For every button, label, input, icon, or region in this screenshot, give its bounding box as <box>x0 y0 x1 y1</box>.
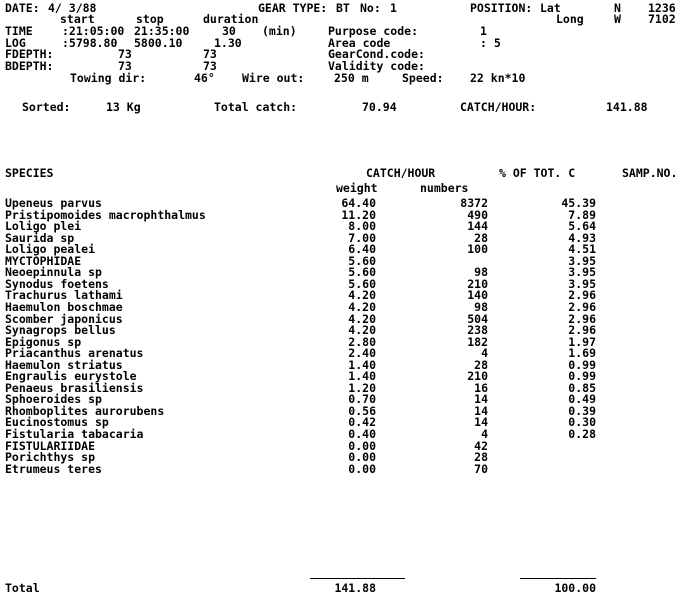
gear-type-label: GEAR TYPE: <box>258 1 328 15</box>
col-start-heading: start <box>60 12 95 26</box>
numbers-value: 4 <box>481 427 488 441</box>
date-label: DATE: <box>5 1 40 15</box>
species-name: Etrumeus teres <box>5 461 102 476</box>
long-hemisphere: W <box>614 12 621 26</box>
species-name: FISTULARIIDAE <box>5 438 96 453</box>
log-start: :5798.80 <box>62 36 118 50</box>
no-label: No: <box>360 1 381 15</box>
time-start: :21:05:00 <box>62 24 125 38</box>
percent-value: 1.97 <box>568 334 596 349</box>
percent-value: 0.39 <box>568 403 596 418</box>
weight-value: 4.20 <box>348 299 376 314</box>
numbers-value: 28 <box>474 230 488 245</box>
percent-value: 1.69 <box>568 346 596 361</box>
percent-value: 2.96 <box>568 288 596 303</box>
long-label: Long <box>556 12 584 26</box>
numbers-value: 100 <box>467 242 488 257</box>
percent-value: 4.93 <box>568 230 596 245</box>
date-value: 4/ 3/88 <box>48 1 97 15</box>
purpose-value: 1 <box>480 24 487 38</box>
percent-value: 3.95 <box>568 276 596 291</box>
species-name: Epigonus sp <box>5 334 82 349</box>
species-name: Eucinostomus sp <box>5 415 109 430</box>
weight-value: 6.40 <box>348 242 376 257</box>
numbers-value: 14 <box>474 415 488 430</box>
weight-value: 2.40 <box>348 346 376 361</box>
percent-value: 4.51 <box>568 242 596 257</box>
numbers-value: 4 <box>481 346 488 361</box>
percent-value: 5.64 <box>568 219 596 234</box>
weight-subheading: weight <box>336 181 378 195</box>
wire-value: 250 m <box>334 71 369 85</box>
numbers-value: 42 <box>474 438 488 453</box>
total-weight: 141.88 <box>334 581 376 595</box>
species-name: Pristipomoides macrophthalmus <box>5 207 206 222</box>
species-name: Loligo plei <box>5 219 82 234</box>
percent-value: 0.99 <box>568 357 596 372</box>
total-catch-value: 70.94 <box>362 100 397 114</box>
weight-value: 0.40 <box>348 427 376 441</box>
gear-type-value: BT <box>336 1 350 15</box>
species-name: Engraulis eurystole <box>5 369 137 384</box>
percent-value: 7.89 <box>568 207 596 222</box>
col-stop-heading: stop <box>136 12 164 26</box>
weight-value: 1.40 <box>348 369 376 384</box>
lat-label: Lat <box>540 1 561 15</box>
percent-column-heading: % OF TOT. C <box>499 166 576 180</box>
bdepth-stop: 73 <box>203 59 217 73</box>
numbers-value: 490 <box>467 207 488 222</box>
sorted-value: 13 Kg <box>106 100 141 114</box>
speed-value: 22 kn*10 <box>470 71 526 85</box>
species-name: Rhomboplites aurorubens <box>5 403 165 418</box>
species-name: Synagrops bellus <box>5 323 116 338</box>
numbers-value: 70 <box>474 461 488 476</box>
total-percent: 100.00 <box>554 581 596 595</box>
percent-value: 0.49 <box>568 392 596 407</box>
weight-value: 1.40 <box>348 357 376 372</box>
fdepth-stop: 73 <box>203 47 217 61</box>
catch-hour-value: 141.88 <box>606 100 648 114</box>
numbers-value: 8372 <box>460 196 488 210</box>
weight-value: 4.20 <box>348 323 376 338</box>
weight-value: 4.20 <box>348 288 376 303</box>
numbers-value: 182 <box>467 334 488 349</box>
weight-value: 5.60 <box>348 276 376 291</box>
total-catch-label: Total catch: <box>214 100 298 114</box>
position-label: POSITION: <box>470 1 533 15</box>
log-stop: 5800.10 <box>134 36 183 50</box>
percent-value: 0.30 <box>568 415 596 430</box>
validity-label: Validity code: <box>328 59 425 73</box>
long-value: 7102 <box>648 12 676 26</box>
numbers-value: 16 <box>474 380 488 395</box>
gearcond-label: GearCond.code: <box>328 47 425 61</box>
towing-value: 46° <box>194 71 215 85</box>
weight-value: 5.60 <box>348 265 376 280</box>
percent-value: 0.85 <box>568 380 596 395</box>
weight-value: 8.00 <box>348 219 376 234</box>
numbers-value: 238 <box>467 323 488 338</box>
numbers-value: 210 <box>467 369 488 384</box>
weight-value: 0.00 <box>348 461 376 476</box>
bdepth-label: BDEPTH: <box>5 59 54 73</box>
numbers-subheading: numbers <box>420 181 469 195</box>
col-duration-heading: duration <box>203 12 259 26</box>
wire-label: Wire out: <box>242 71 305 85</box>
weight-value: 0.00 <box>348 450 376 465</box>
numbers-value: 504 <box>467 311 488 326</box>
percent-total-rule <box>520 578 596 579</box>
lat-value: 1236 <box>648 1 676 15</box>
species-name: Synodus foetens <box>5 276 109 291</box>
total-label: Total <box>5 581 40 595</box>
species-name: Fistularia tabacaria <box>5 427 144 441</box>
weight-value: 4.20 <box>348 311 376 326</box>
numbers-value: 144 <box>467 219 488 234</box>
species-name: MYCTOPHIDAE <box>5 253 82 268</box>
sample-number-column-heading: SAMP.NO. <box>622 166 678 180</box>
weight-total-rule <box>310 578 405 579</box>
species-name: Priacanthus arenatus <box>5 346 144 361</box>
percent-value: 2.96 <box>568 299 596 314</box>
numbers-value: 98 <box>474 265 488 280</box>
species-name: Penaeus brasiliensis <box>5 380 144 395</box>
catch-hour-column-heading: CATCH/HOUR <box>366 166 436 180</box>
time-label: TIME <box>5 24 33 38</box>
percent-value: 2.96 <box>568 323 596 338</box>
weight-value: 0.00 <box>348 438 376 453</box>
speed-label: Speed: <box>402 71 444 85</box>
time-duration: 30 <box>222 24 236 38</box>
time-unit: (min) <box>262 24 297 38</box>
weight-value: 0.56 <box>348 403 376 418</box>
area-label: Area code <box>328 36 391 50</box>
percent-value: 0.99 <box>568 369 596 384</box>
time-stop: 21:35:00 <box>134 24 190 38</box>
species-name: Sphoeroides sp <box>5 392 102 407</box>
species-name: Porichthys sp <box>5 450 96 465</box>
species-name: Haemulon boschmae <box>5 299 123 314</box>
numbers-value: 14 <box>474 403 488 418</box>
species-name: Neoepinnula sp <box>5 265 102 280</box>
weight-value: 0.42 <box>348 415 376 430</box>
numbers-value: 140 <box>467 288 488 303</box>
percent-value: 45.39 <box>561 196 596 210</box>
lat-hemisphere: N <box>614 1 621 15</box>
species-name: Scomber japonicus <box>5 311 123 326</box>
weight-value: 11.20 <box>341 207 376 222</box>
weight-value: 2.80 <box>348 334 376 349</box>
log-label: LOG <box>5 36 26 50</box>
numbers-value: 210 <box>467 276 488 291</box>
fdepth-start: 73 <box>118 47 132 61</box>
species-name: Saurida sp <box>5 230 75 245</box>
fdepth-label: FDEPTH: <box>5 47 54 61</box>
log-duration: 1.30 <box>214 36 242 50</box>
weight-value: 5.60 <box>348 253 376 268</box>
numbers-value: 14 <box>474 392 488 407</box>
bdepth-start: 73 <box>118 59 132 73</box>
area-value: : 5 <box>480 36 501 50</box>
species-column-heading: SPECIES <box>5 166 54 180</box>
weight-value: 64.40 <box>341 196 376 210</box>
numbers-value: 28 <box>474 450 488 465</box>
purpose-label: Purpose code: <box>328 24 419 38</box>
species-name: Trachurus lathami <box>5 288 123 303</box>
sorted-label: Sorted: <box>22 100 71 114</box>
numbers-value: 98 <box>474 299 488 314</box>
percent-value: 3.95 <box>568 265 596 280</box>
towing-label: Towing dir: <box>70 71 147 85</box>
species-name: Haemulon striatus <box>5 357 123 372</box>
numbers-value: 28 <box>474 357 488 372</box>
percent-value: 3.95 <box>568 253 596 268</box>
percent-value: 2.96 <box>568 311 596 326</box>
weight-value: 0.70 <box>348 392 376 407</box>
no-value: 1 <box>390 1 397 15</box>
weight-value: 7.00 <box>348 230 376 245</box>
species-name: Loligo pealei <box>5 242 96 257</box>
percent-value: 0.28 <box>568 427 596 441</box>
species-name: Upeneus parvus <box>5 196 102 210</box>
catch-hour-label: CATCH/HOUR: <box>460 100 537 114</box>
weight-value: 1.20 <box>348 380 376 395</box>
